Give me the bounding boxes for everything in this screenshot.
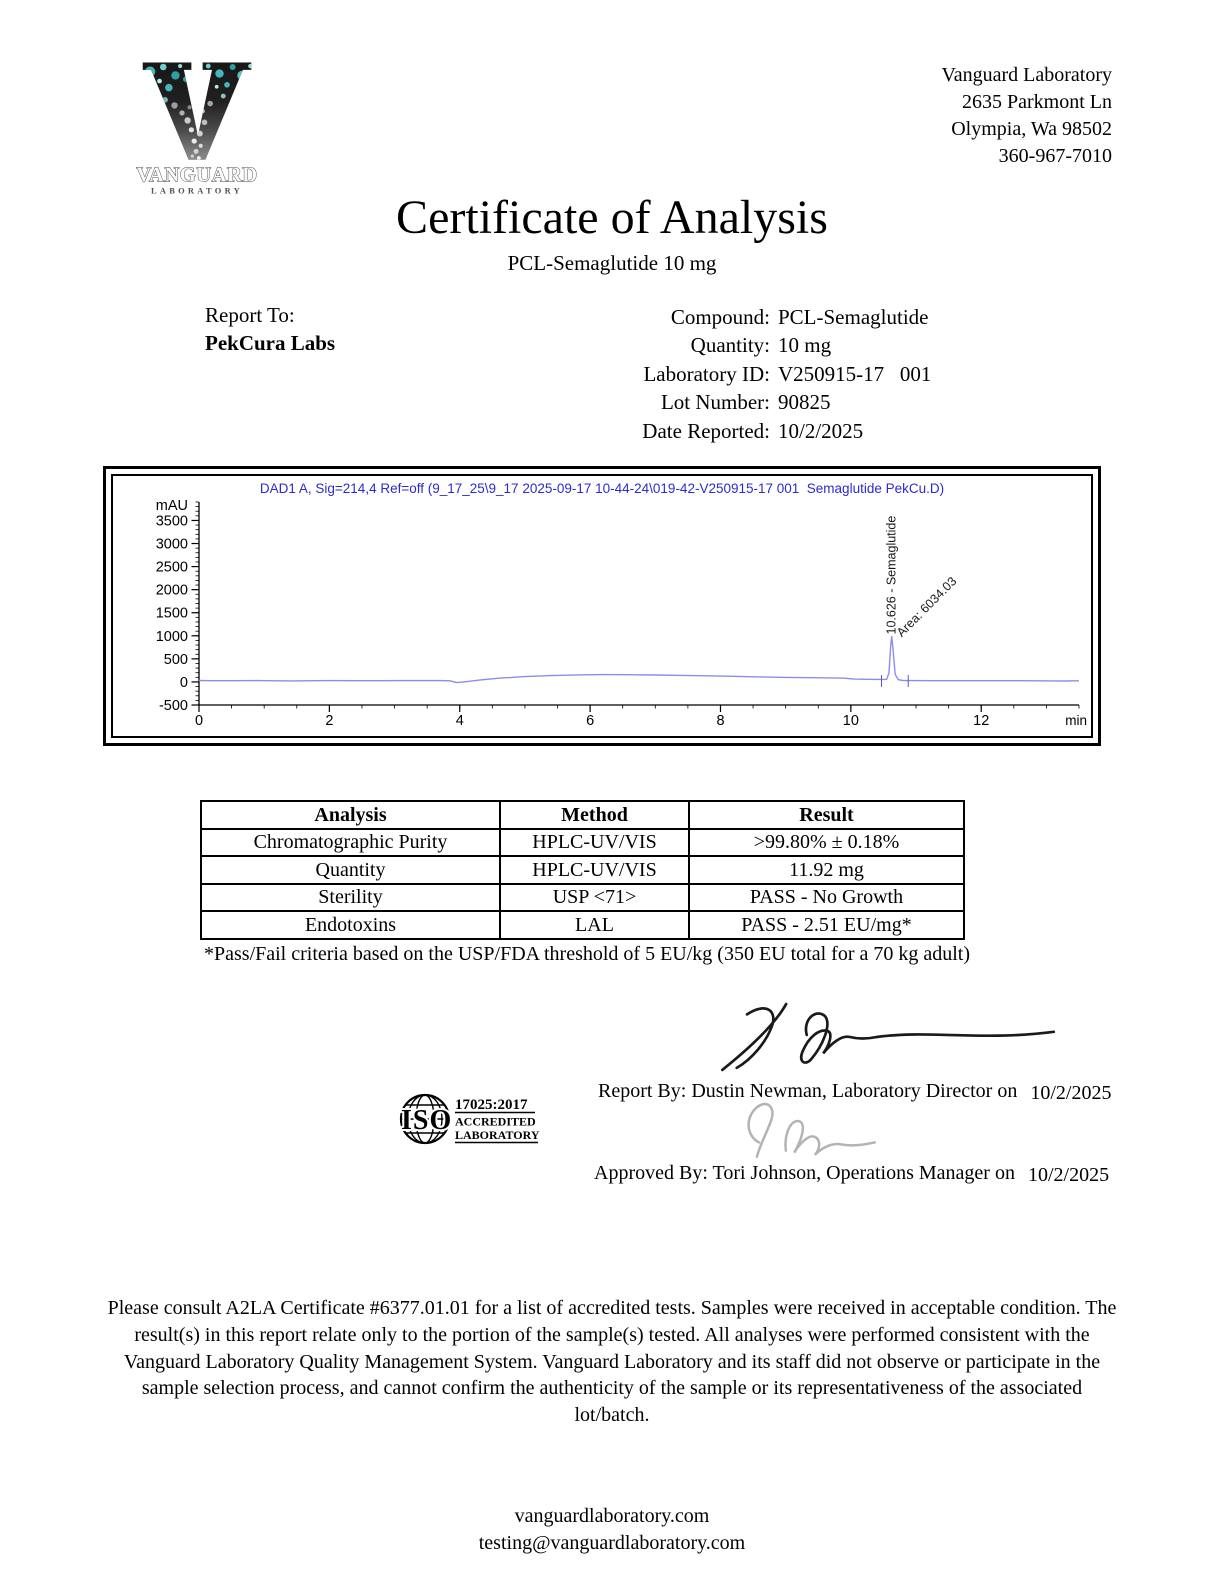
iso-badge-accredited: ACCREDITED <box>455 1114 536 1129</box>
report-to-name: PekCura Labs <box>205 331 336 355</box>
y-axis-unit-label: mAU <box>155 498 188 514</box>
peak-rt-label: 10.626 - Semaglutide <box>884 515 899 635</box>
table-header-row <box>201 801 964 829</box>
report-by-date: 10/2/2025 <box>1030 1082 1112 1104</box>
y-tick-label: 1500 <box>155 605 188 622</box>
vanguard-logo <box>122 56 272 198</box>
sample-details <box>470 303 931 445</box>
y-tick-label: 0 <box>179 674 188 691</box>
y-tick-label: 500 <box>163 651 188 668</box>
report-by-text: Report By: Dustin Newman, Laboratory Director on <box>598 1080 1018 1102</box>
vanguard-logo-brand: VANGUARD <box>136 164 258 187</box>
detail-row-compound: Compound: PCL-Semaglutide <box>670 305 929 329</box>
report-to-label: Report To: <box>205 303 295 327</box>
table-row: Sterility USP <71> PASS - No Growth <box>201 884 964 912</box>
y-tick-label: 1000 <box>155 628 188 645</box>
disclaimer-text: Please consult A2LA Certificate #6377.01.01 for a list of accredited tests. Samples were received in acceptable condition. The result(s) in this report relate only to the portion of the sample(s) tested. All analyses were performed consistent with the Vanguard Laboratory Quality Management System. Vanguard Laboratory and its staff did not observe or participate in the sample selection process, and cannot confirm the authenticity of the sample or its representativeness of the associated lot/batch. <box>107 1297 1117 1427</box>
x-axis-unit-label: min <box>1065 713 1087 728</box>
page-subtitle: PCL-Semaglutide 10 mg <box>507 251 717 275</box>
chart-trace <box>199 637 1079 683</box>
y-tick-label: 3000 <box>155 536 188 553</box>
detail-row-laboratory-id: Laboratory ID: V250915-17 001 <box>643 361 932 386</box>
table-row: Endotoxins LAL PASS - 2.51 EU/mg* <box>201 911 964 939</box>
iso-17025-badge <box>398 1092 548 1146</box>
vanguard-logo-v-glyph <box>122 57 272 170</box>
peak-area-label: Area: 6034.03 <box>893 574 960 640</box>
x-tick-label: 12 <box>973 713 990 729</box>
x-tick-label: 6 <box>586 713 595 729</box>
table-row: Chromatographic Purity HPLC-UV/VIS >99.80% ± 0.18% <box>201 829 964 857</box>
table-row: Quantity HPLC-UV/VIS 11.92 mg <box>201 856 964 884</box>
director-signature <box>712 998 1062 1076</box>
detail-row-quantity: Quantity: 10 mg <box>690 333 832 358</box>
approved-by-date: 10/2/2025 <box>1027 1164 1110 1186</box>
x-tick-label: 2 <box>325 713 334 729</box>
footer-website: vanguardlaboratory.com <box>514 1505 710 1527</box>
col-header-analysis: Analysis <box>201 801 500 829</box>
lab-address-line2: Olympia, Wa 98502 <box>951 118 1112 140</box>
chromatogram-title: DAD1 A, Sig=214,4 Ref=off (9_17_25\9_17 2025-09-17 10-44-24\019-42-V250915-17 001 Semaglutide PekCu.D) <box>259 481 945 496</box>
chromatogram-plot <box>113 496 1089 736</box>
results-table <box>200 800 965 940</box>
x-tick-label: 0 <box>194 713 204 729</box>
vanguard-logo-sub: LABORATORY <box>150 185 244 196</box>
lab-phone: 360-967-7010 <box>998 145 1112 167</box>
iso-badge-iso-text: ISO <box>401 1105 453 1136</box>
chromatogram-inner <box>111 474 1093 738</box>
iso-badge-laboratory: LABORATORY <box>455 1128 540 1142</box>
footer-email: testing@vanguardlaboratory.com <box>478 1532 746 1554</box>
lab-name: Vanguard Laboratory <box>941 64 1112 86</box>
y-tick-label: -500 <box>158 698 188 714</box>
x-tick-label: 10 <box>842 713 859 729</box>
approved-by-line <box>594 1162 1109 1185</box>
y-tick-label: 3500 <box>155 513 188 530</box>
chromatogram-frame <box>103 466 1101 746</box>
lab-address-line1: 2635 Parkmont Ln <box>962 91 1112 113</box>
detail-row-lot-number: Lot Number: 90825 <box>660 390 831 415</box>
col-header-method: Method <box>500 801 689 829</box>
table-footnote: *Pass/Fail criteria based on the USP/FDA threshold of 5 EU/kg (350 EU total for a 70 kg adult) <box>204 943 971 965</box>
detail-row-date-reported: Date Reported: 10/2/2025 <box>642 418 864 443</box>
iso-badge-standard: 17025:2017 <box>455 1097 528 1113</box>
page-title: Certificate of Analysis <box>396 191 828 244</box>
y-tick-label: 2000 <box>155 582 188 599</box>
col-header-result: Result <box>689 801 964 829</box>
lab-address-block <box>942 62 1113 170</box>
manager-signature <box>728 1096 883 1162</box>
x-tick-label: 8 <box>716 713 725 729</box>
y-tick-label: 2500 <box>155 559 188 576</box>
x-tick-label: 4 <box>455 713 464 729</box>
approved-by-text: Approved By: Tori Johnson, Operations Manager on <box>594 1162 1015 1184</box>
